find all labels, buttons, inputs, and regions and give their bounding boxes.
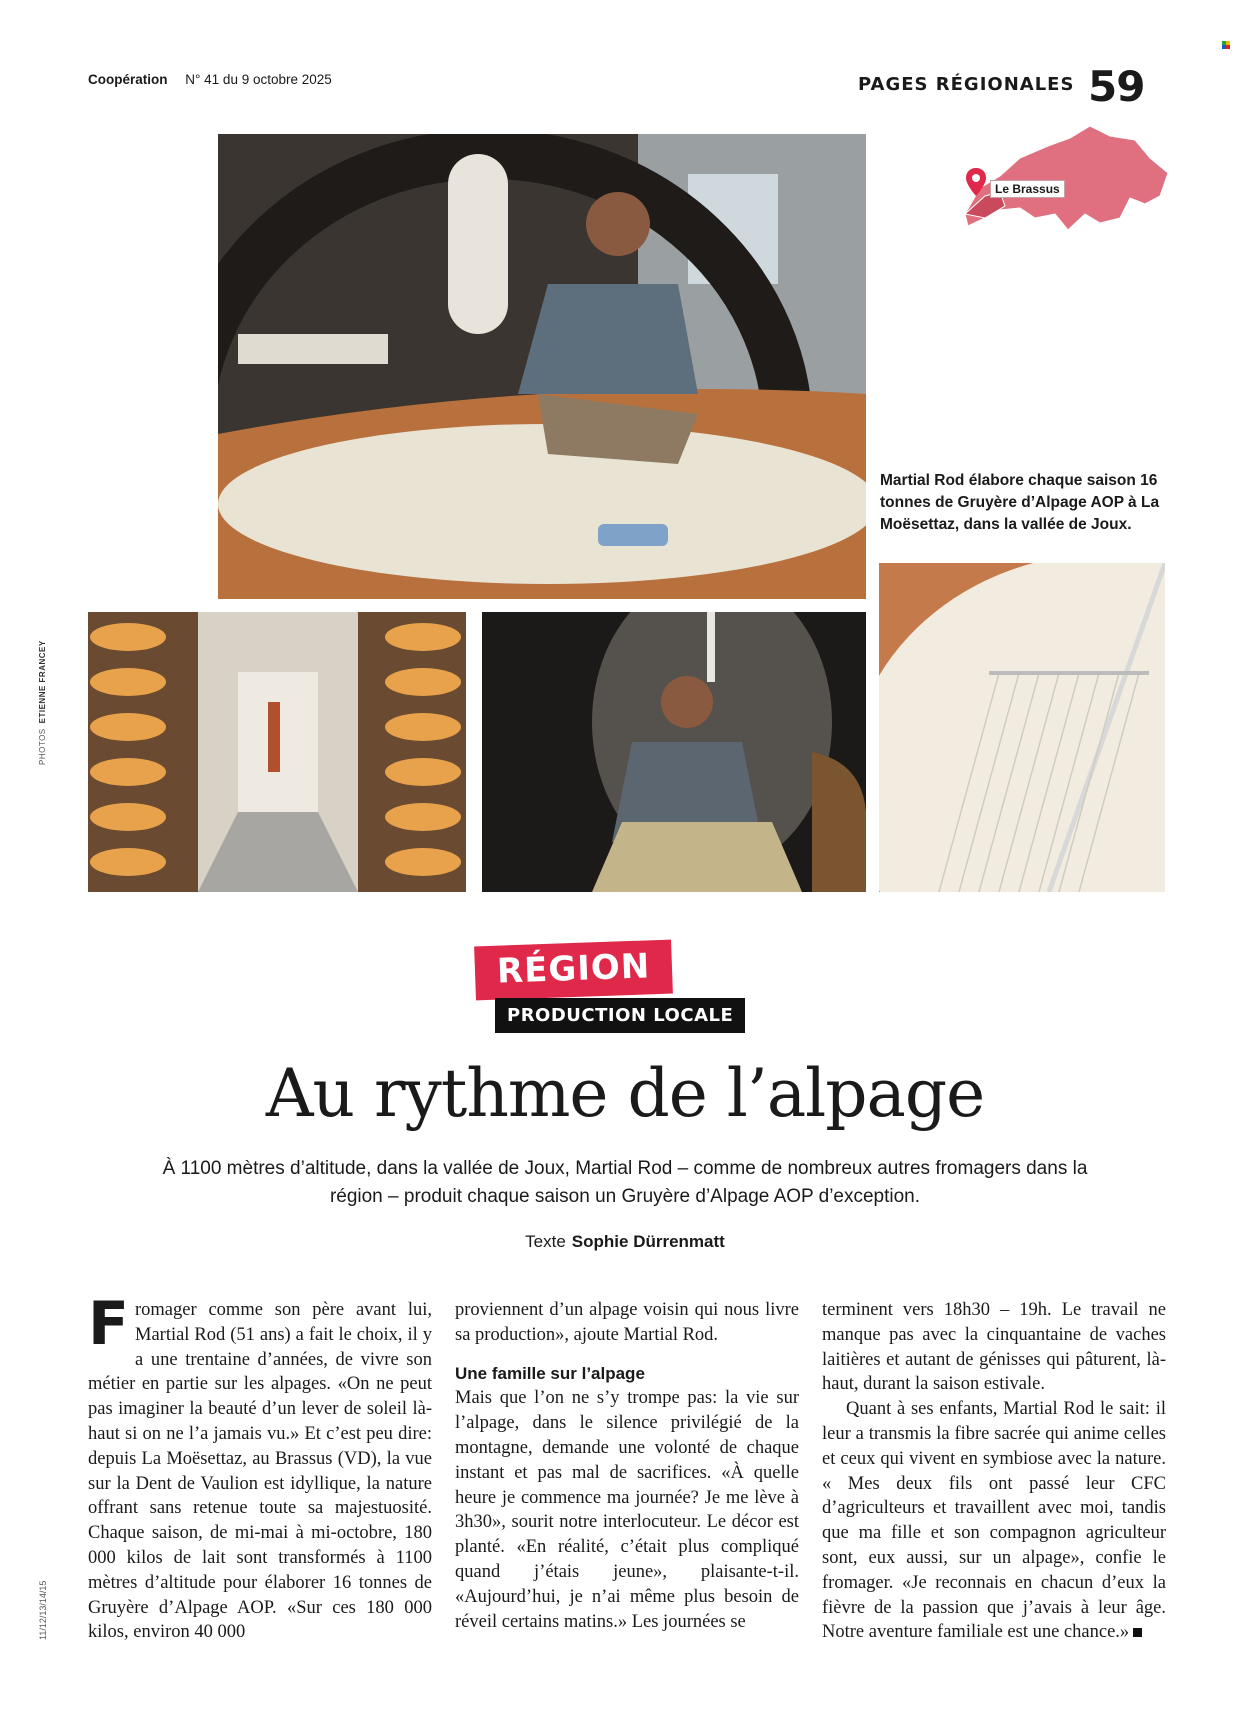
column-2-text-b: Mais que l’on ne s’y trompe pas: la vie sur l’alpage, dans le silence privilégié de la montagne, demande une volonté de chaque instant et pas mal de sacrifices. «À quelle heure je commence ma journée? Je me lève à 3h30», sourit notre interlocuteur. Le décor est planté. «En réalité, c’était plus compliqué quand j’étais jeune», plaisante-t-il. «Aujourd’hui, je n’ai même plus besoin de réveil certains matins.» Les journées se [455,1388,799,1632]
column-3-paragraph [822,1397,1166,1645]
photo-credit-prefix: PHOTOS [38,728,47,765]
column-3-text-a: terminent vers 18h30 – 19h. Le travail ne manque pas avec la cinquantaine de vaches laitières et autant de génisses qui pâturent, là-haut, durant la saison estivale. [822,1300,1166,1395]
end-mark-icon [1133,1628,1142,1637]
map-location-label: Le Brassus [990,180,1065,198]
pages-code: 11/12/13/14/15 [38,1580,48,1640]
byline [0,1232,1250,1252]
masthead [88,72,332,87]
column-1-text: romager comme son père avant lui, Martial Rod (51 ans) a fait le choix, il y a une trentaine d’années, de vivre son métier en partie sur les alpages. «On ne peut pas imaginer la beauté d’un lever de soleil là-haut si on ne l’a jamais vu.» Et c’est peu dire: depuis La Moësettaz, au Brassus (VD), la vue sur la Dent de Vaulion est idyllique, la nature offrant sans retenue toute sa majestuosité. Chaque saison, de mi-mai à mi-octobre, 180 000 kilos de lait sont transformés à 1100 mètres d’altitude pour élaborer 16 tonnes de Gruyère d’Alpage AOP. «Sur ces 180 000 kilos, environ 40 000 [88,1300,432,1643]
byline-label: Texte [525,1232,566,1251]
photo-cheesemaker-cauldron [218,134,866,599]
drop-cap: F [88,1289,129,1359]
article-column-2 [455,1298,799,1634]
photo-credit-name: ETIENNE FRANCEY [38,640,47,724]
issue-info: N° 41 du 9 octobre 2025 [185,72,332,87]
photo-cheesemaker-steam [482,612,866,892]
subheading: Une famille sur l’alpage [455,1363,645,1383]
page-number: 59 [1088,62,1145,111]
article-lead: À 1100 mètres d’altitude, dans la vallée de Joux, Martial Rod – comme de nombreux autres fromagers dans la région – produit chaque saison un Gruyère d’Alpage AOP d’exception. [162,1158,1088,1207]
photo-cheese-cellar [88,612,466,892]
author-name: Sophie Dürrenmatt [571,1232,725,1251]
region-tag: RÉGION [474,940,673,1001]
article-column-3 [822,1298,1166,1645]
section-title: PAGES RÉGIONALES [858,74,1075,95]
column-2-text-a: proviennent d’un alpage voisin qui nous livre sa production», ajoute Martial Rod. [455,1300,799,1345]
photo-caption: Martial Rod élabore chaque saison 16 tonnes de Gruyère d’Alpage AOP à La Moësettaz, dans la vallée de Joux. [880,472,1160,533]
location-pin-icon [966,168,986,196]
article-column-1 [88,1289,432,1645]
photo-credit [38,640,47,765]
publication-name: Coopération [88,72,168,87]
production-tag: PRODUCTION LOCALE [495,998,745,1033]
color-mark-icon [1222,36,1230,44]
column-3-text-b: Quant à ses enfants, Martial Rod le sait: il leur a transmis la fibre sacrée qui anime celles et ceux qui vivent en symbiose avec la nature. « Mes deux fils ont passé leur CFC d’agriculteurs et travaillent avec moi, tandis que ma fille et son compagnon agriculteur sont, eux aussi, sur un alpage», confie le fromager. «Je reconnais en chacun d’eux la fièvre de la passion que j’avais à leur âge. Notre aventure familiale est une chance.» [822,1399,1166,1643]
article-title: Au rythme de l’alpage [265,1055,985,1132]
photo-curd-harp [879,563,1165,892]
